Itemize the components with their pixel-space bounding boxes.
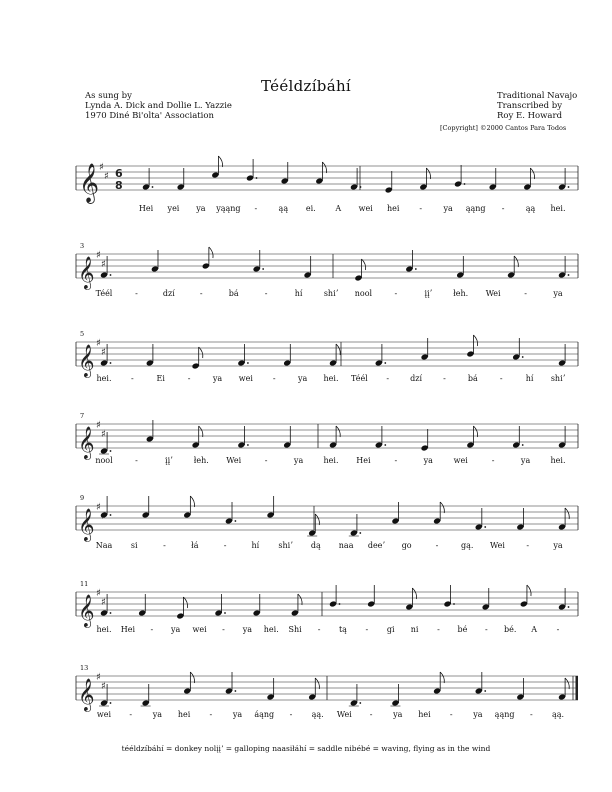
sharp-icon: ♯	[101, 681, 106, 692]
sharp-icon: ♯	[104, 171, 109, 182]
lyric-syllable: -	[524, 289, 527, 298]
lyric-syllable: hei	[418, 710, 431, 719]
credit-line: Roy E. Howard	[497, 111, 563, 121]
treble-clef-icon: 𝄞	[79, 163, 100, 203]
lyric-syllable: wei	[238, 374, 253, 383]
lyric-syllable: ąąng	[494, 710, 515, 719]
note-flag	[183, 597, 187, 608]
lyric-syllable: yąąng	[216, 204, 241, 213]
lyric-syllable: hí	[525, 374, 534, 383]
measure-number: 13	[80, 664, 89, 672]
note-flag	[336, 426, 340, 437]
dot	[224, 612, 226, 614]
sharp-icon: ♯	[96, 250, 101, 261]
lyric-syllable: -	[129, 710, 133, 719]
lyric-syllable: Hei	[120, 625, 136, 634]
lyric-syllable: -	[272, 374, 276, 383]
sharp-icon: ♯	[96, 338, 101, 349]
lyric-syllable: Hei	[138, 204, 154, 213]
dot	[262, 268, 264, 270]
lyric-syllable: -	[394, 456, 398, 465]
sharp-icon: ♯	[96, 588, 101, 599]
treble-clef-icon: 𝄞	[78, 344, 95, 377]
dot	[110, 514, 112, 516]
song-title: Tééldzíbáhí	[261, 77, 351, 95]
lyric-syllable: gą.	[460, 541, 474, 550]
time-signature-bottom: 8	[115, 179, 123, 192]
note-flag	[190, 672, 194, 683]
lyric-syllable: -	[501, 204, 505, 213]
lyric-syllable: łá	[191, 541, 199, 550]
lyric-syllable: dą	[310, 541, 321, 550]
lyric-syllable: A	[335, 204, 342, 213]
lyric-syllable: hí	[294, 289, 303, 298]
note-flag	[440, 502, 444, 513]
measure-number: 11	[80, 580, 89, 588]
copyright-notice: [Copyright] ©2000 Cantos Para Todos	[440, 124, 567, 132]
sharp-icon: ♯	[96, 672, 101, 683]
lyric-syllable: -	[254, 204, 258, 213]
lyric-syllable: ya	[196, 204, 206, 213]
lyric-syllable: -	[365, 625, 369, 634]
lyric-syllable: hei.	[96, 625, 112, 634]
lyric-syllable: hei.	[323, 374, 339, 383]
lyric-syllable: ąą.	[311, 710, 324, 719]
lyric-syllable: Wei	[490, 541, 505, 550]
note-flag	[322, 162, 326, 173]
lyric-syllable: -	[435, 541, 439, 550]
note-flag	[199, 347, 203, 358]
treble-clef-icon: 𝄞	[78, 594, 95, 627]
lyric-syllable: -	[484, 625, 488, 634]
lyric-syllable: -	[526, 541, 530, 550]
sharp-icon: ♯	[101, 347, 106, 358]
lyric-syllable: ei.	[305, 204, 316, 213]
treble-clef-icon: 𝄞	[78, 678, 95, 711]
dot	[384, 444, 386, 446]
lyric-syllable: shiʼ	[323, 289, 339, 298]
measure-number: 5	[80, 330, 85, 338]
lyric-syllable: Naa	[95, 541, 113, 550]
lyric-syllable: nool	[354, 289, 373, 298]
lyric-syllable: ya	[553, 289, 563, 298]
lyric-syllable: tą	[338, 625, 347, 634]
lyric-syllable: ya	[293, 456, 304, 465]
treble-clef-icon: 𝄞	[78, 256, 95, 289]
treble-clef-icon: 𝄞	[78, 426, 95, 459]
dot	[360, 186, 362, 188]
dot	[247, 362, 249, 364]
sharp-icon: ♯	[96, 420, 101, 431]
dot	[110, 702, 112, 704]
dot	[464, 183, 466, 185]
dot	[235, 520, 237, 522]
lyric-syllable: go	[401, 541, 412, 550]
lyric-syllable: -	[222, 625, 225, 634]
lyric-syllable: -	[264, 456, 268, 465]
credit-line: Lynda A. Dick and Dollie L. Yazzie	[85, 101, 232, 111]
lyric-syllable: -	[264, 289, 268, 298]
lyric-syllable: hei.	[263, 625, 279, 634]
lyric-syllable: Wei	[226, 456, 242, 465]
dot	[484, 690, 486, 692]
note-flag	[298, 594, 302, 605]
note-flag	[336, 344, 340, 355]
lyric-syllable: áąng	[254, 710, 275, 719]
measure-number: 3	[80, 242, 85, 250]
sharp-icon: ♯	[99, 162, 104, 173]
lyric-syllable: Shi	[288, 625, 302, 634]
final-barline	[576, 676, 579, 700]
credit-line: As sung by	[85, 91, 132, 101]
lyric-syllable: gi	[386, 625, 395, 634]
lyric-syllable: hei.	[323, 456, 339, 465]
lyric-syllable: -	[209, 710, 213, 719]
lyric-syllable: ya	[297, 374, 308, 383]
note-flag	[199, 426, 203, 437]
lyric-syllable: -	[386, 374, 390, 383]
lyric-syllable: -	[449, 710, 453, 719]
dot	[415, 268, 417, 270]
lyric-syllable: dzí	[162, 289, 175, 298]
lyric-syllable: bé.	[504, 625, 517, 634]
note-flag	[315, 514, 319, 525]
dot	[522, 444, 524, 446]
lyric-syllable: shiʼ	[278, 541, 293, 550]
lyric-syllable: -	[419, 204, 423, 213]
lyric-syllable: ya	[443, 204, 453, 213]
lyric-syllable: -	[556, 625, 560, 634]
lyric-syllable: įįʼ	[424, 289, 433, 298]
lyric-syllable: hei.	[550, 456, 566, 465]
credit-line: Transcribed by	[497, 101, 563, 111]
lyric-syllable: hei.	[96, 374, 112, 383]
lyric-syllable: łeh.	[453, 289, 469, 298]
dot	[359, 702, 361, 704]
note-flag	[530, 168, 534, 179]
note-flag	[474, 426, 478, 437]
dot	[110, 450, 112, 452]
lyric-syllable: -	[199, 289, 203, 298]
lyric-syllable: hei.	[550, 204, 566, 213]
note-flag	[209, 247, 213, 258]
measure-number: 9	[80, 494, 85, 502]
lyric-syllable: hí	[251, 541, 260, 550]
sharp-icon: ♯	[101, 429, 106, 440]
lyric-syllable: -	[369, 710, 373, 719]
lyric-syllable: ąą.	[551, 710, 565, 719]
dot	[453, 603, 455, 605]
note-flag	[315, 678, 319, 689]
dot	[568, 606, 570, 608]
lyric-syllable: -	[131, 374, 134, 383]
lyric-syllable: wei	[453, 456, 468, 465]
lyric-syllable: ąą	[278, 204, 289, 213]
dot	[522, 356, 524, 358]
lyric-syllable: bá	[467, 374, 478, 383]
dot	[235, 690, 237, 692]
lyric-syllable: bá	[228, 289, 239, 298]
note-flag	[565, 508, 569, 519]
lyric-syllable: wei	[358, 204, 373, 213]
lyric-syllable: bé	[457, 625, 468, 634]
lyric-syllable: įįʼ	[165, 456, 173, 465]
lyric-syllable: Téél	[95, 289, 113, 298]
lyric-syllable: deeʼ	[367, 541, 385, 550]
lyric-syllable: Hei	[356, 456, 371, 465]
note-flag	[440, 672, 444, 683]
lyric-syllable: ya	[393, 710, 403, 719]
lyric-syllable: -	[317, 625, 321, 634]
sharp-icon: ♯	[101, 259, 106, 270]
note-flag	[412, 588, 416, 599]
dot	[110, 274, 112, 276]
lyric-syllable: -	[135, 456, 138, 465]
sharp-icon: ♯	[96, 502, 101, 513]
lyric-syllable: -	[223, 541, 227, 550]
note-flag	[426, 168, 430, 179]
lyric-syllable: si	[130, 541, 138, 550]
lyric-syllable: -	[187, 374, 191, 383]
lyric-syllable: hei	[177, 710, 191, 719]
credit-line: Traditional Navajo	[497, 91, 578, 101]
dot	[568, 274, 570, 276]
sharp-icon: ♯	[101, 597, 106, 608]
lyric-syllable: -	[289, 710, 293, 719]
lyric-syllable: naa	[338, 541, 354, 550]
note-flag	[190, 496, 194, 507]
lyric-syllable: shiʼ	[550, 374, 566, 383]
dot	[339, 603, 341, 605]
dot	[152, 186, 154, 188]
lyric-syllable: -	[150, 625, 154, 634]
note-flag	[362, 259, 366, 270]
lyric-syllable: ya	[423, 456, 433, 465]
lyric-syllable: Téél	[351, 374, 368, 383]
time-signature-top: 6	[115, 167, 123, 180]
lyric-syllable: -	[529, 710, 533, 719]
dot	[256, 177, 258, 179]
note-flag	[527, 585, 531, 596]
lyric-syllable: ya	[553, 541, 563, 550]
lyric-syllable: -	[163, 541, 166, 550]
lyric-syllable: dzí	[410, 374, 423, 383]
lyric-syllable: Wei	[336, 710, 352, 719]
lyric-syllable: yei	[167, 204, 180, 213]
treble-clef-icon: 𝄞	[78, 508, 95, 541]
lyric-syllable: -	[437, 625, 440, 634]
dot	[568, 186, 570, 188]
lyric-syllable: łeh.	[193, 456, 209, 465]
dot	[484, 526, 486, 528]
lyric-syllable: A	[531, 625, 537, 634]
lyric-syllable: ya	[232, 710, 243, 719]
lyric-syllable: -	[443, 374, 446, 383]
dot	[384, 362, 386, 364]
lyric-syllable: wei	[192, 625, 207, 634]
lyric-syllable: wei	[96, 710, 112, 719]
dot	[110, 362, 112, 364]
lyric-syllable: -	[499, 374, 503, 383]
lyric-syllable: -	[135, 289, 138, 298]
dot	[247, 444, 249, 446]
lyric-syllable: -	[491, 456, 495, 465]
lyric-syllable: ya	[171, 625, 181, 634]
lyric-syllable: ya	[152, 710, 163, 719]
lyric-syllable: nool	[95, 456, 113, 465]
lyric-syllable: ąą	[525, 204, 536, 213]
lyric-syllable: ya	[212, 374, 223, 383]
dot	[110, 612, 112, 614]
lyric-syllable: ya	[242, 625, 253, 634]
lyric-syllable: hei	[386, 204, 400, 213]
credit-line: 1970 Diné Bi'olta' Association	[85, 111, 214, 121]
note-flag	[474, 335, 478, 346]
lyric-syllable: Ei	[156, 374, 165, 383]
note-flag	[514, 256, 518, 267]
lyric-syllable: ya	[473, 710, 483, 719]
dot	[359, 532, 361, 534]
lyric-syllable: Wei	[485, 289, 501, 298]
note-flag	[565, 678, 569, 689]
measure-number: 7	[80, 412, 85, 420]
lyric-syllable: ąąng	[465, 204, 486, 213]
glossary-footer: tééldzíbáhí = donkey nolįįʼ = galloping naasiłáhí = saddle nibébé = waving, flying as in the wind	[121, 744, 491, 753]
note-flag	[218, 156, 222, 167]
lyric-syllable: -	[394, 289, 398, 298]
lyric-syllable: ya	[520, 456, 531, 465]
lyric-syllable: ni	[410, 625, 419, 634]
